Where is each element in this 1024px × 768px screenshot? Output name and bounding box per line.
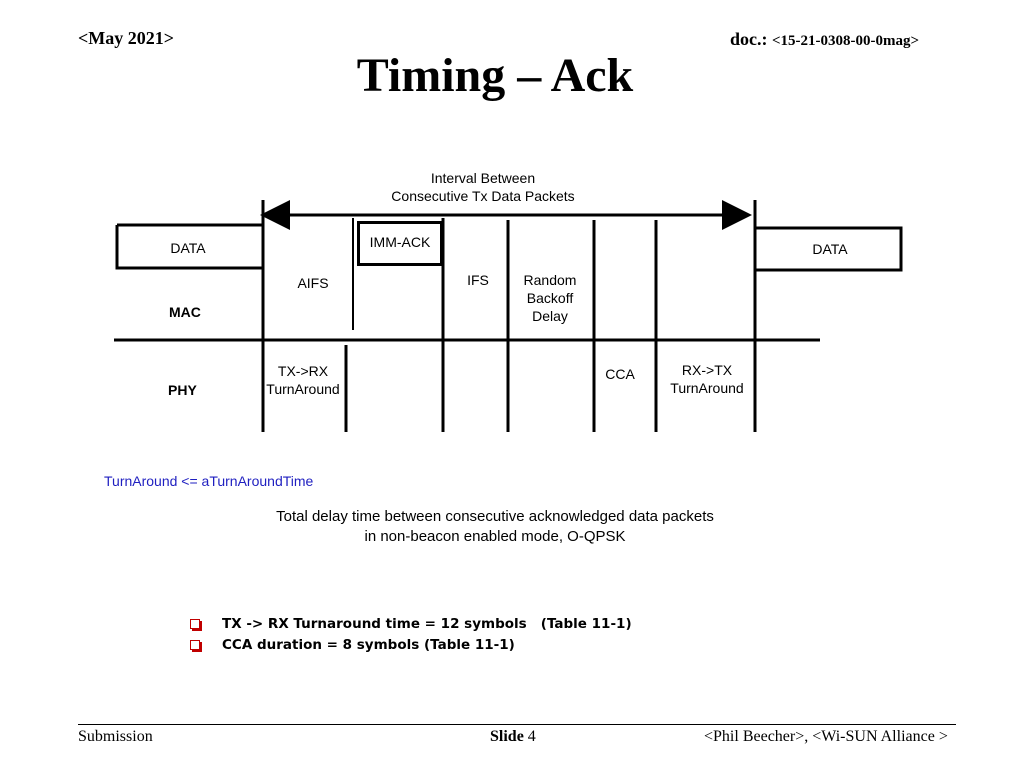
random-backoff-line1: Random — [523, 272, 577, 288]
footer-slide — [490, 728, 536, 746]
rx-tx-label — [662, 361, 752, 397]
checkbox-bullet-icon — [190, 619, 200, 629]
footer-author: <Phil Beecher>, <Wi-SUN Alliance > — [704, 728, 948, 745]
interval-label-line1: Interval Between — [430, 170, 536, 186]
aifs-label: AIFS — [297, 275, 329, 291]
random-backoff-line2: Backoff — [526, 290, 574, 306]
list-item — [190, 634, 632, 655]
imm-ack-box — [357, 221, 443, 266]
bullet-text: CCA duration = 8 symbols (Table 11-1) — [222, 636, 515, 653]
footer-submission: Submission — [78, 728, 153, 745]
checkbox-bullet-icon — [190, 640, 200, 650]
tx-rx-line1: TX->RX — [277, 363, 329, 379]
imm-ack-label: IMM-ACK — [369, 234, 431, 250]
random-backoff-line3: Delay — [532, 308, 568, 324]
description — [240, 507, 750, 547]
interval-label-line2: Consecutive Tx Data Packets — [391, 188, 575, 204]
bullet-list — [190, 613, 632, 655]
mac-label: MAC — [169, 304, 201, 320]
random-backoff-label — [510, 271, 590, 325]
turnaround-note: TurnAround <= aTurnAroundTime — [104, 473, 314, 489]
rx-tx-line2: TurnAround — [670, 380, 744, 396]
data-right-label: DATA — [812, 241, 848, 257]
slide-number: 4 — [527, 728, 536, 745]
cca-label: CCA — [605, 366, 635, 382]
header-date: <May 2021> — [78, 28, 175, 48]
description-line2: in non-beacon enabled mode, O-QPSK — [364, 528, 626, 545]
phy-label: PHY — [168, 382, 197, 398]
bullet-text: TX -> RX Turnaround time = 12 symbols (Table 11-1) — [222, 615, 632, 632]
data-left-label: DATA — [170, 240, 206, 256]
ifs-label: IFS — [467, 272, 489, 288]
list-item — [190, 613, 632, 634]
rx-tx-line1: RX->TX — [681, 362, 733, 378]
doc-number: <15-21-0308-00-0mag> — [772, 33, 920, 49]
tx-rx-line2: TurnAround — [266, 381, 340, 397]
slide-label: Slide — [490, 728, 528, 745]
slide-title: Timing – Ack — [356, 49, 634, 102]
description-line1: Total delay time between consecutive acknowledged data packets — [276, 508, 714, 525]
footer-divider — [78, 724, 956, 725]
doc-label: doc.: — [730, 29, 772, 49]
interval-label — [383, 169, 583, 205]
tx-rx-label — [258, 362, 348, 398]
